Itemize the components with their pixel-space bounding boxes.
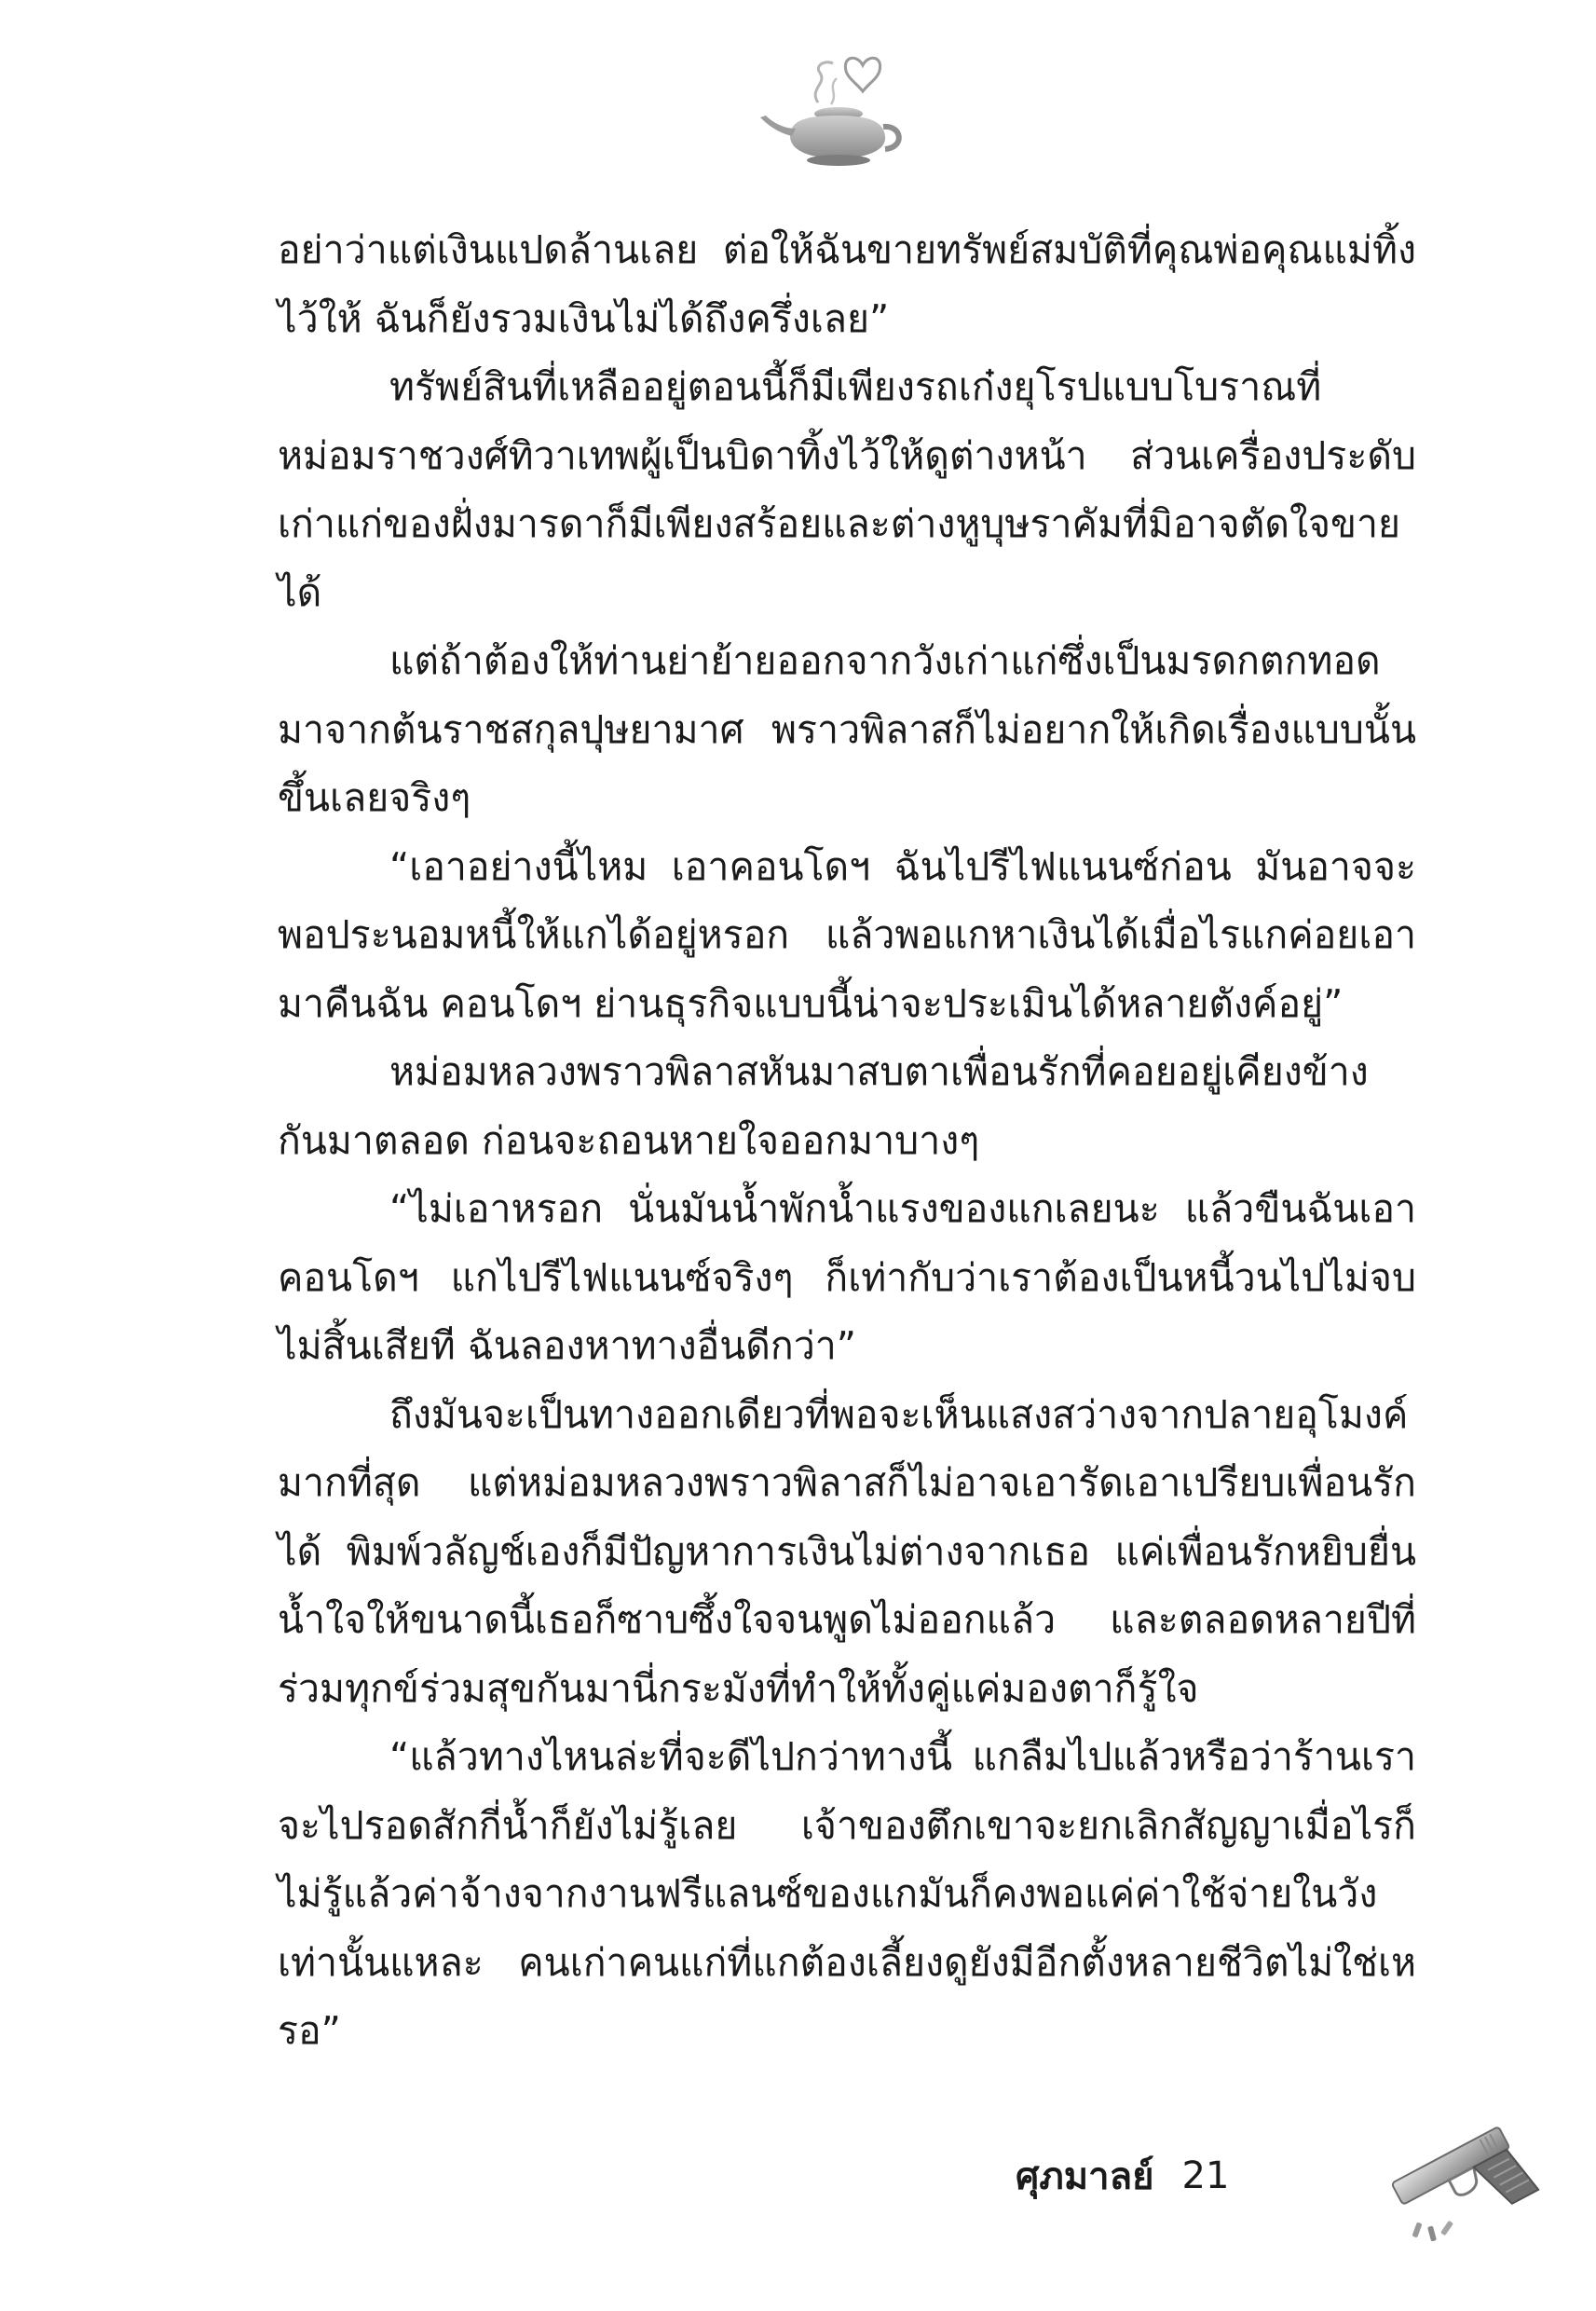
paragraph-4: “เอาอย่างนี้ไหม เอาคอนโดฯ ฉันไปรีไฟแนนซ์ก่อน มันอาจจะพอประนอมหนี้ให้แกได้อยู่หรอก แล้วพอแกหาเงินได้เมื่อไรแกค่อยเอามาคืนฉัน คอนโดฯ ย่านธุรกิจแบบนี้น่าจะประเมินได้หลายตังค์อยู่”	[278, 843, 1416, 1026]
paragraph-3: แต่ถ้าต้องให้ท่านย่าย้ายออกจากวังเก่าแก่ซึ่งเป็นมรดกตกทอดมาจากต้นราชสกุลปุษยามาศ พราวพิลาสก็ไม่อยากให้เกิดเรื่องแบบนั้นขึ้นเลยจริงๆ	[278, 638, 1416, 820]
pistol-ornament-icon	[1379, 2092, 1547, 2250]
paragraph-5: หม่อมหลวงพราวพิลาสหันมาสบตาเพื่อนรักที่คอยอยู่เคียงข้างกันมาตลอด ก่อนจะถอนหายใจออกมาบางๆ	[278, 1049, 1369, 1163]
paragraph-8: “แล้วทางไหนล่ะที่จะดีไปกว่าทางนี้ แกลืมไปแล้วหรือว่าร้านเราจะไปรอดสักกี่น้ำก็ยังไม่รู้เลย เจ้าของตึกเขาจะยกเลิกสัญญาเมื่อไรก็ไม่รู้แล้วค่าจ้างจากงานฟรีแลนซ์ของแกมันก็คงพอแค่ค่าใช้จ่ายในวังเท่านั้นแหละ คนเก่าคนแก่ที่แกต้องเลี้ยงดูยังมีอีกตั้งหลายชีวิตไม่ใช่เหรอ”	[278, 1734, 1416, 2053]
footer-author: ศุภมาลย์	[1016, 2155, 1154, 2198]
page-number: 21	[1181, 2154, 1230, 2197]
paragraph-1: อย่าว่าแต่เงินแปดล้านเลย ต่อให้ฉันขายทรัพย์สมบัติที่คุณพ่อคุณแม่ทิ้งไว้ให้ ฉันก็ยังรวมเงินไม่ได้ถึงครึ่งเลย”	[278, 227, 1416, 341]
paragraph-6: “ไม่เอาหรอก นั่นมันน้ำพักน้ำแรงของแกเลยนะ แล้วขืนฉันเอาคอนโดฯ แกไปรีไฟแนนซ์จริงๆ ก็เท่ากับว่าเราต้องเป็นหนี้วนไปไม่จบไม่สิ้นเสียที ฉันลองหาทางอื่นดีกว่า”	[278, 1186, 1416, 1368]
paragraph-2: ทรัพย์สินที่เหลืออยู่ตอนนี้ก็มีเพียงรถเก๋งยุโรปแบบโบราณที่หม่อมราชวงศ์ทิวาเทพผู้เป็นบิดาทิ้งไว้ให้ดูต่างหน้า ส่วนเครื่องประดับเก่าแก่ของฝั่งมารดาก็มีเพียงสร้อยและต่างหูบุษราคัมที่มิอาจตัดใจขายได้	[278, 364, 1416, 615]
paragraph-7: ถึงมันจะเป็นทางออกเดียวที่พอจะเห็นแสงสว่างจากปลายอุโมงค์มากที่สุด แต่หม่อมหลวงพราวพิลาสก็ไม่อาจเอารัดเอาเปรียบเพื่อนรักได้ พิมพ์วลัญช์เองก็มีปัญหาการเงินไม่ต่างจากเธอ แค่เพื่อนรักหยิบยื่นน้ำใจให้ขนาดนี้เธอก็ซาบซึ้งใจจนพูดไม่ออกแล้ว และตลอดหลายปีที่ร่วมทุกข์ร่วมสุขกันมานี่กระมังที่ทำให้ทั้งคู่แค่มองตาก็รู้ใจ	[278, 1391, 1416, 1711]
body-text	[278, 216, 1416, 2066]
page-footer	[1016, 2148, 1229, 2204]
lamp-heart-ornament-icon	[753, 47, 911, 177]
